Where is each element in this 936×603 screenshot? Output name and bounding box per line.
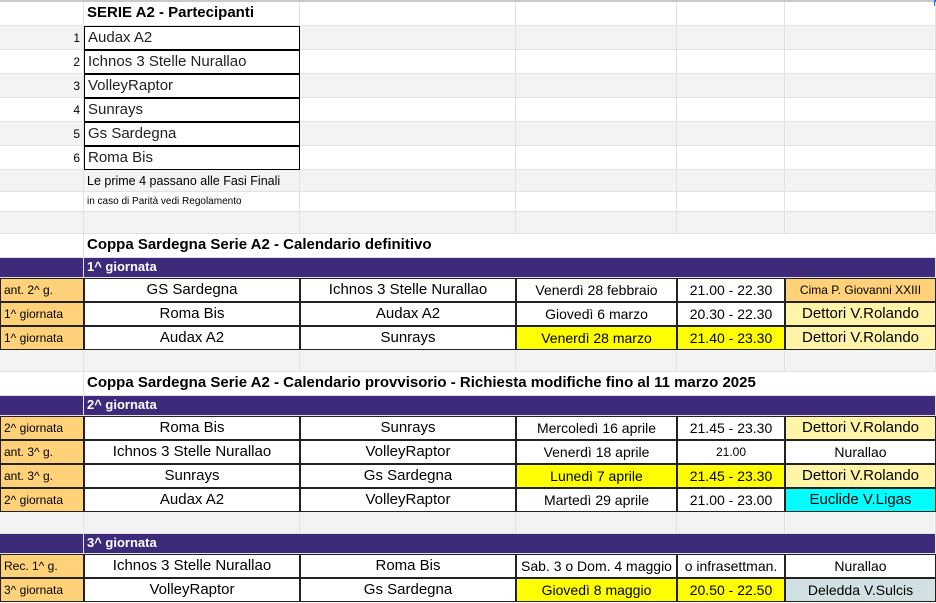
match-venue[interactable]: Euclide V.Ligas <box>785 488 936 512</box>
empty-cell[interactable] <box>785 122 936 146</box>
empty-cell[interactable] <box>516 50 677 74</box>
match-date[interactable]: Giovedì 6 marzo <box>516 302 677 326</box>
empty-cell[interactable] <box>300 122 516 146</box>
empty-cell[interactable] <box>300 350 516 372</box>
team-name[interactable]: VolleyRaptor <box>84 74 300 98</box>
match-date[interactable]: Venerdì 18 aprile <box>516 440 677 464</box>
match-time[interactable]: 20.30 - 22.30 <box>677 302 785 326</box>
match-home-team[interactable]: Ichnos 3 Stelle Nurallao <box>84 554 300 578</box>
match-home-team[interactable]: VolleyRaptor <box>84 578 300 602</box>
match-label[interactable]: ant. 3^ g. <box>0 464 84 488</box>
team-name[interactable]: Roma Bis <box>84 146 300 170</box>
empty-cell[interactable] <box>677 50 785 74</box>
match-away-team[interactable]: VolleyRaptor <box>300 440 516 464</box>
team-row <box>0 98 936 122</box>
match-venue[interactable]: Cima P. Giovanni XXIII <box>785 278 936 302</box>
empty-cell[interactable] <box>300 50 516 74</box>
match-row <box>0 416 936 440</box>
match-time[interactable]: 21.45 - 23.30 <box>677 464 785 488</box>
empty-cell[interactable] <box>0 170 84 192</box>
empty-cell[interactable] <box>677 122 785 146</box>
empty-cell[interactable] <box>300 170 516 192</box>
match-time[interactable]: 21.00 <box>677 440 785 464</box>
empty-cell[interactable] <box>516 2 677 26</box>
match-home-team[interactable]: Audax A2 <box>84 326 300 350</box>
empty-cell[interactable] <box>84 212 300 234</box>
match-venue[interactable]: Dettori V.Rolando <box>785 302 936 326</box>
empty-cell[interactable] <box>785 98 936 122</box>
empty-cell[interactable] <box>300 146 516 170</box>
empty-cell[interactable] <box>300 512 516 534</box>
calendar-provisional-title[interactable]: Coppa Sardegna Serie A2 - Calendario provvisorio - Richiesta modifiche fino al 11 marzo 2025 <box>84 372 936 396</box>
empty-cell[interactable] <box>677 2 785 26</box>
note-row <box>0 170 936 192</box>
empty-cell[interactable] <box>785 512 936 534</box>
team-number[interactable]: 2 <box>0 50 84 74</box>
match-label[interactable]: 2^ giornata <box>0 488 84 512</box>
spacer-row <box>0 350 936 372</box>
empty-cell[interactable] <box>516 146 677 170</box>
round-header-row <box>0 534 936 554</box>
team-name[interactable]: Ichnos 3 Stelle Nurallao <box>84 50 300 74</box>
match-home-team[interactable]: Audax A2 <box>84 488 300 512</box>
round-header-cell[interactable] <box>0 258 84 278</box>
match-date[interactable]: Venerdì 28 febbraio <box>516 278 677 302</box>
empty-cell[interactable] <box>785 350 936 372</box>
team-name[interactable]: Audax A2 <box>84 26 300 50</box>
match-row <box>0 278 936 302</box>
empty-cell[interactable] <box>0 372 84 396</box>
match-label[interactable]: Rec. 1^ g. <box>0 554 84 578</box>
team-number[interactable]: 4 <box>0 98 84 122</box>
match-venue[interactable]: Dettori V.Rolando <box>785 416 936 440</box>
spacer-row <box>0 212 936 234</box>
empty-cell[interactable] <box>785 50 936 74</box>
empty-cell[interactable] <box>516 212 677 234</box>
empty-cell[interactable] <box>785 146 936 170</box>
match-row <box>0 440 936 464</box>
match-row <box>0 488 936 512</box>
team-name[interactable]: Sunrays <box>84 98 300 122</box>
empty-cell[interactable] <box>300 192 516 212</box>
match-away-team[interactable]: Audax A2 <box>300 302 516 326</box>
round-header-row <box>0 258 936 278</box>
match-row <box>0 464 936 488</box>
team-number[interactable]: 5 <box>0 122 84 146</box>
match-row <box>0 302 936 326</box>
match-label[interactable]: 2^ giornata <box>0 416 84 440</box>
empty-cell[interactable] <box>785 26 936 50</box>
match-time[interactable]: o infrasettman. <box>677 554 785 578</box>
team-row <box>0 50 936 74</box>
empty-cell[interactable] <box>300 74 516 98</box>
match-venue[interactable]: Dettori V.Rolando <box>785 326 936 350</box>
empty-cell[interactable] <box>516 26 677 50</box>
qualification-note[interactable]: Le prime 4 passano alle Fasi Finali <box>84 170 300 192</box>
empty-cell[interactable] <box>677 74 785 98</box>
match-label[interactable]: 1^ giornata <box>0 302 84 326</box>
match-label[interactable]: 1^ giornata <box>0 326 84 350</box>
empty-cell[interactable] <box>677 98 785 122</box>
match-home-team[interactable]: Sunrays <box>84 464 300 488</box>
team-row <box>0 122 936 146</box>
empty-cell[interactable] <box>84 512 300 534</box>
round-header-cell[interactable] <box>0 396 84 416</box>
empty-cell[interactable] <box>677 26 785 50</box>
match-away-team[interactable]: VolleyRaptor <box>300 488 516 512</box>
match-venue[interactable]: Dettori V.Rolando <box>785 464 936 488</box>
match-home-team[interactable]: Roma Bis <box>84 416 300 440</box>
match-date[interactable]: Mercoledì 16 aprile <box>516 416 677 440</box>
match-venue[interactable]: Deledda V.Sulcis <box>785 578 936 602</box>
match-row <box>0 554 936 578</box>
empty-cell[interactable] <box>0 192 84 212</box>
match-time[interactable]: 21.00 - 22.30 <box>677 278 785 302</box>
match-away-team[interactable]: Sunrays <box>300 416 516 440</box>
match-date[interactable]: Venerdì 28 marzo <box>516 326 677 350</box>
empty-cell[interactable] <box>0 234 84 258</box>
empty-cell[interactable] <box>300 212 516 234</box>
empty-cell[interactable] <box>516 74 677 98</box>
note-row <box>0 192 936 212</box>
round-1-header[interactable]: 1^ giornata <box>84 258 936 278</box>
empty-cell[interactable] <box>300 2 516 26</box>
empty-cell[interactable] <box>677 170 785 192</box>
match-away-team[interactable]: Gs Sardegna <box>300 464 516 488</box>
match-label[interactable]: ant. 3^ g. <box>0 440 84 464</box>
empty-cell[interactable] <box>300 26 516 50</box>
empty-cell[interactable] <box>516 170 677 192</box>
calendar-definitive-title-row <box>0 234 936 258</box>
match-home-team[interactable]: Roma Bis <box>84 302 300 326</box>
match-date[interactable]: Giovedì 8 maggio <box>516 578 677 602</box>
empty-cell[interactable] <box>0 212 84 234</box>
empty-cell[interactable] <box>785 74 936 98</box>
tiebreak-note[interactable]: in caso di Parità vedi Regolamento <box>84 192 300 212</box>
calendar-definitive-title[interactable]: Coppa Sardegna Serie A2 - Calendario definitivo <box>84 234 936 258</box>
empty-cell[interactable] <box>677 212 785 234</box>
match-time[interactable]: 21.00 - 23.00 <box>677 488 785 512</box>
match-time[interactable]: 21.45 - 23.30 <box>677 416 785 440</box>
empty-cell[interactable] <box>785 192 936 212</box>
empty-cell[interactable] <box>84 350 300 372</box>
empty-cell[interactable] <box>516 122 677 146</box>
round-header-row <box>0 396 936 416</box>
match-time[interactable]: 20.50 - 22.50 <box>677 578 785 602</box>
empty-cell[interactable] <box>677 350 785 372</box>
round-2-header[interactable]: 2^ giornata <box>84 396 936 416</box>
match-home-team[interactable]: GS Sardegna <box>84 278 300 302</box>
empty-cell[interactable] <box>516 350 677 372</box>
participants-title[interactable]: SERIE A2 - Partecipanti <box>84 2 300 26</box>
team-row <box>0 74 936 98</box>
team-number[interactable]: 6 <box>0 146 84 170</box>
empty-cell[interactable] <box>677 192 785 212</box>
participants-title-row <box>0 2 936 26</box>
match-date[interactable]: Sab. 3 o Dom. 4 maggio <box>516 554 677 578</box>
match-date[interactable]: Lunedì 7 aprile <box>516 464 677 488</box>
round-3-header[interactable]: 3^ giornata <box>84 534 936 554</box>
match-away-team[interactable]: Gs Sardegna <box>300 578 516 602</box>
match-away-team[interactable]: Sunrays <box>300 326 516 350</box>
row-label-cell[interactable] <box>0 2 84 26</box>
empty-cell[interactable] <box>785 2 936 26</box>
empty-cell[interactable] <box>677 146 785 170</box>
match-away-team[interactable]: Ichnos 3 Stelle Nurallao <box>300 278 516 302</box>
empty-cell[interactable] <box>516 512 677 534</box>
team-row <box>0 26 936 50</box>
match-date[interactable]: Martedì 29 aprile <box>516 488 677 512</box>
empty-cell[interactable] <box>0 350 84 372</box>
empty-cell[interactable] <box>785 212 936 234</box>
match-row <box>0 326 936 350</box>
calendar-provisional-title-row <box>0 372 936 396</box>
empty-cell[interactable] <box>677 512 785 534</box>
round-header-cell[interactable] <box>0 534 84 554</box>
match-home-team[interactable]: Ichnos 3 Stelle Nurallao <box>84 440 300 464</box>
match-label[interactable]: 3^ giornata <box>0 578 84 602</box>
empty-cell[interactable] <box>300 98 516 122</box>
match-venue[interactable]: Nurallao <box>785 554 936 578</box>
team-number[interactable]: 1 <box>0 26 84 50</box>
match-venue[interactable]: Nurallao <box>785 440 936 464</box>
team-number[interactable]: 3 <box>0 74 84 98</box>
empty-cell[interactable] <box>516 98 677 122</box>
spacer-row <box>0 512 936 534</box>
team-row <box>0 146 936 170</box>
match-label[interactable]: ant. 2^ g. <box>0 278 84 302</box>
empty-cell[interactable] <box>516 192 677 212</box>
empty-cell[interactable] <box>785 170 936 192</box>
empty-cell[interactable] <box>0 512 84 534</box>
match-time[interactable]: 21.40 - 23.30 <box>677 326 785 350</box>
match-row <box>0 578 936 602</box>
match-away-team[interactable]: Roma Bis <box>300 554 516 578</box>
team-name[interactable]: Gs Sardegna <box>84 122 300 146</box>
